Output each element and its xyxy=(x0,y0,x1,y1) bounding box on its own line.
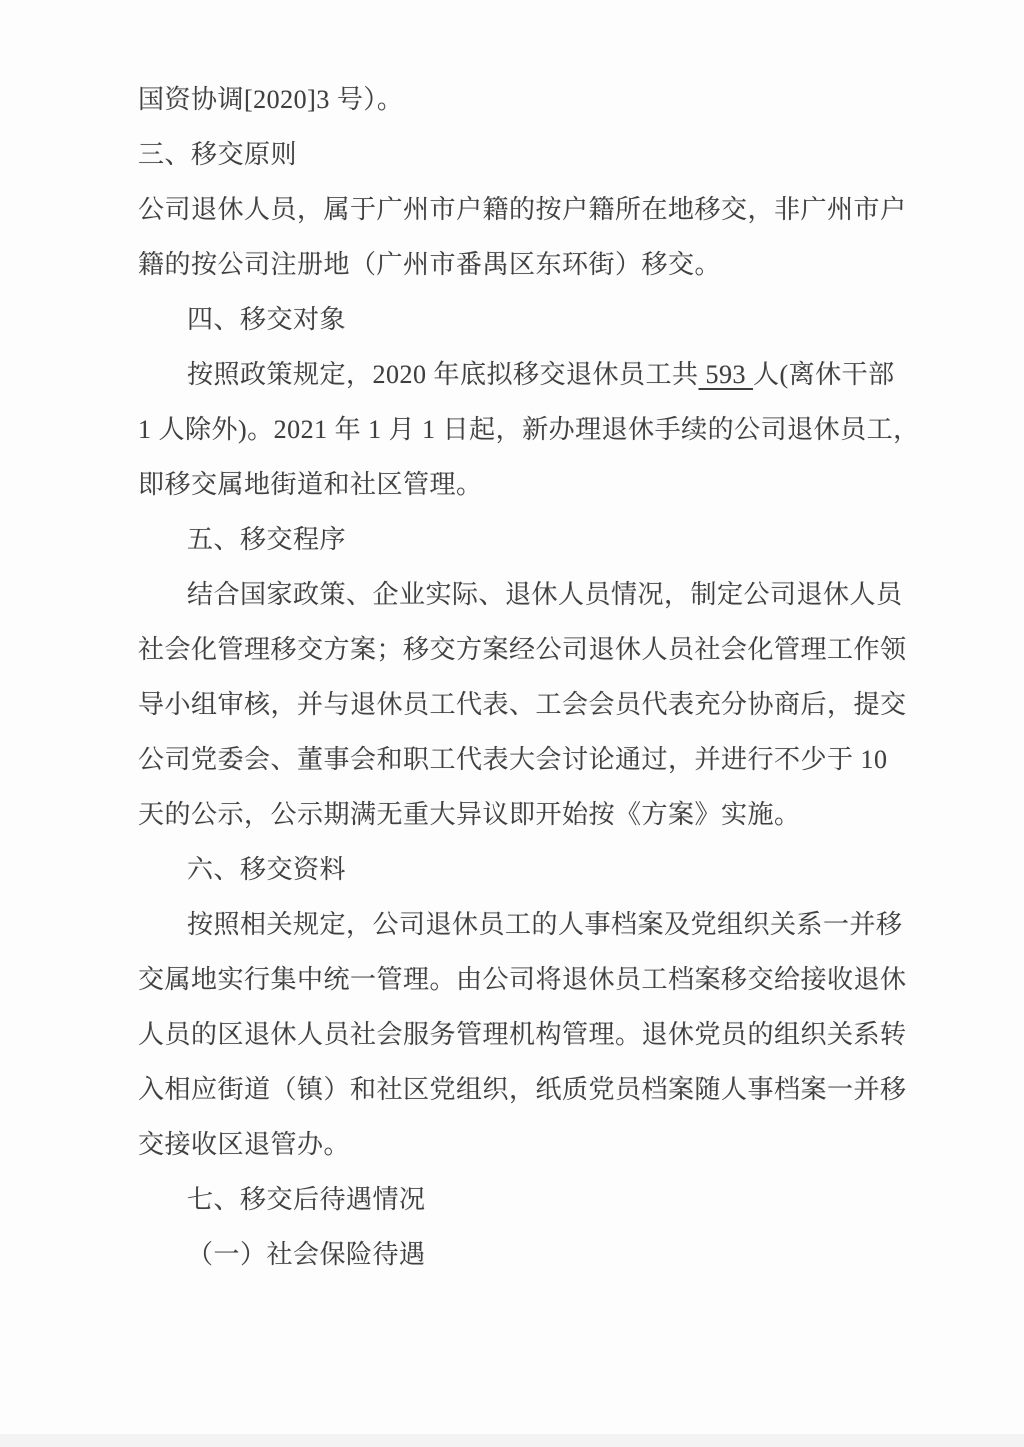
line-text: 人(离休干部 xyxy=(753,360,895,389)
document-body xyxy=(138,72,928,1282)
document-line: 公司党委会、董事会和职工代表大会讨论通过，并进行不少于 10 xyxy=(138,745,888,774)
document-line: 交接收区退管办。 xyxy=(138,1130,351,1159)
section-heading-5: 五、移交程序 xyxy=(187,525,347,554)
document-line: 即移交属地街道和社区管理。 xyxy=(138,470,483,499)
document-line: 人员的区退休人员社会服务管理机构管理。退休党员的组织关系转 xyxy=(138,1020,907,1049)
document-line: 社会化管理移交方案；移交方案经公司退休人员社会化管理工作领 xyxy=(138,635,907,664)
document-line: 1 人除外)。2021 年 1 月 1 日起，新办理退休手续的公司退休员工， xyxy=(138,415,920,444)
document-line: 交属地实行集中统一管理。由公司将退休员工档案移交给接收退休 xyxy=(138,965,907,994)
section-heading-6: 六、移交资料 xyxy=(187,855,347,884)
section-heading-4: 四、移交对象 xyxy=(187,305,347,334)
scan-edge-shadow xyxy=(0,1434,1024,1447)
subsection-heading-1: （一）社会保险待遇 xyxy=(187,1240,426,1269)
document-line xyxy=(138,347,928,402)
document-line: 按照相关规定，公司退休员工的人事档案及党组织关系一并移 xyxy=(187,910,903,939)
retiree-count-underlined: 593 xyxy=(698,360,754,389)
document-line: 导小组审核，并与退休员工代表、工会会员代表充分协商后，提交 xyxy=(138,690,907,719)
document-line: 天的公示，公示期满无重大异议即开始按《方案》实施。 xyxy=(138,800,801,829)
section-heading-3: 三、移交原则 xyxy=(138,140,298,169)
section-heading-7: 七、移交后待遇情况 xyxy=(187,1185,426,1214)
document-line: 结合国家政策、企业实际、退休人员情况，制定公司退休人员 xyxy=(187,580,903,609)
document-line: 籍的按公司注册地（广州市番禺区东环街）移交。 xyxy=(138,250,722,279)
document-line: 国资协调[2020]3 号）。 xyxy=(138,85,404,114)
line-text: 按照政策规定，2020 年底拟移交退休员工共 xyxy=(187,360,699,389)
document-line: 公司退休人员，属于广州市户籍的按户籍所在地移交，非广州市户 xyxy=(138,195,907,224)
document-line: 入相应街道（镇）和社区党组织，纸质党员档案随人事档案一并移 xyxy=(138,1075,907,1104)
